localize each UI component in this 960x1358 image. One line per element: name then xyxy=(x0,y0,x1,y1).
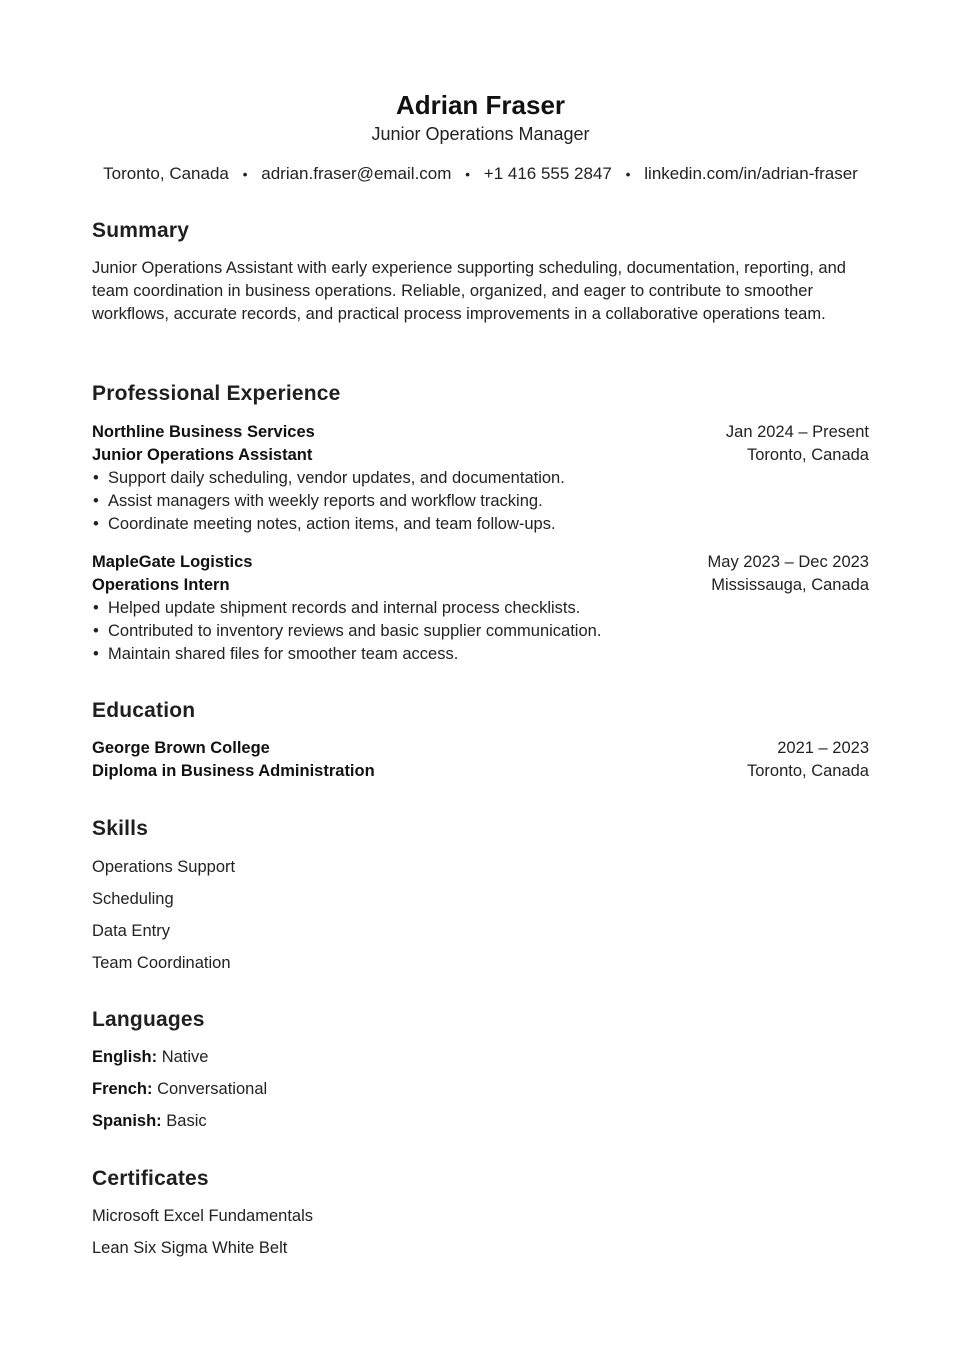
language-item xyxy=(92,1073,267,1105)
language-name: French: xyxy=(92,1080,153,1098)
job-dates: May 2023 – Dec 2023 xyxy=(707,553,869,571)
language-item xyxy=(92,1105,267,1137)
education-dates: 2021 – 2023 xyxy=(777,739,869,757)
bullet-item: • Contributed to inventory reviews and basic supplier communication. xyxy=(92,620,869,643)
skill-item: Data Entry xyxy=(92,922,170,940)
bullet-item: • Assist managers with weekly reports and workflow tracking. xyxy=(92,490,869,513)
candidate-name: Adrian Fraser xyxy=(395,90,566,120)
contact-linkedin[interactable]: linkedin.com/in/adrian-fraser xyxy=(644,164,858,183)
education-degree-row xyxy=(92,760,869,783)
contact-line xyxy=(52,164,909,184)
experience-heading: Professional Experience xyxy=(92,382,341,405)
certificate-item: Microsoft Excel Fundamentals xyxy=(92,1207,314,1225)
job-company: MapleGate Logistics xyxy=(92,553,253,571)
job-role: Junior Operations Assistant xyxy=(92,446,313,464)
education-school: George Brown College xyxy=(92,739,270,757)
language-level: Native xyxy=(161,1048,209,1066)
candidate-title: Junior Operations Manager xyxy=(371,124,590,144)
job-role: Operations Intern xyxy=(92,576,230,594)
certificates-heading: Certificates xyxy=(92,1167,209,1190)
skill-item: Operations Support xyxy=(92,858,236,876)
job-company: Northline Business Services xyxy=(92,423,315,441)
job-location: Toronto, Canada xyxy=(746,446,869,464)
bullet-item: • Helped update shipment records and internal process checklists. xyxy=(92,597,869,620)
job-role-row xyxy=(92,444,869,467)
job-role-row xyxy=(92,574,869,597)
language-item xyxy=(92,1041,267,1073)
languages-heading: Languages xyxy=(92,1008,205,1031)
bullet-item: • Support daily scheduling, vendor updates, and documentation. xyxy=(92,467,869,490)
bullet-item: • Maintain shared files for smoother team access. xyxy=(92,643,869,666)
job-header-row xyxy=(92,421,869,444)
summary-heading: Summary xyxy=(92,219,190,242)
education-degree: Diploma in Business Administration xyxy=(92,762,375,780)
skill-item: Team Coordination xyxy=(92,954,231,972)
education-heading: Education xyxy=(92,699,196,722)
separator-dot: • xyxy=(465,166,471,182)
contact-phone[interactable]: +1 416 555 2847 xyxy=(483,164,612,183)
language-level: Basic xyxy=(166,1112,207,1130)
languages-list xyxy=(92,1041,267,1137)
job-location: Mississauga, Canada xyxy=(711,576,869,594)
contact-email[interactable]: adrian.fraser@email.com xyxy=(261,164,452,183)
bullet-item: • Coordinate meeting notes, action items, and team follow-ups. xyxy=(92,513,869,536)
skills-list xyxy=(92,851,235,979)
separator-dot: • xyxy=(625,166,631,182)
certificates-list xyxy=(92,1200,313,1264)
language-name: English: xyxy=(92,1048,158,1066)
job-header-row xyxy=(92,551,869,574)
summary-text: Junior Operations Assistant with early experience supporting scheduling, documentation, reporting, and team coordination in business operations. Reliable, organized, and eager to contribute to smoother workflows, accurate records, and practical process improvements in a collaborative operations team. xyxy=(92,259,846,323)
certificate-item: Lean Six Sigma White Belt xyxy=(92,1239,288,1257)
job-dates: Jan 2024 – Present xyxy=(725,423,869,441)
job-bullets xyxy=(92,597,869,666)
skills-heading: Skills xyxy=(92,817,149,840)
contact-location: Toronto, Canada xyxy=(103,164,229,183)
language-level: Conversational xyxy=(157,1080,268,1098)
skill-item: Scheduling xyxy=(92,890,174,908)
job-bullets xyxy=(92,467,869,536)
education-school-row xyxy=(92,737,869,760)
separator-dot: • xyxy=(242,166,248,182)
education-location: Toronto, Canada xyxy=(746,762,869,780)
language-name: Spanish: xyxy=(92,1112,162,1130)
